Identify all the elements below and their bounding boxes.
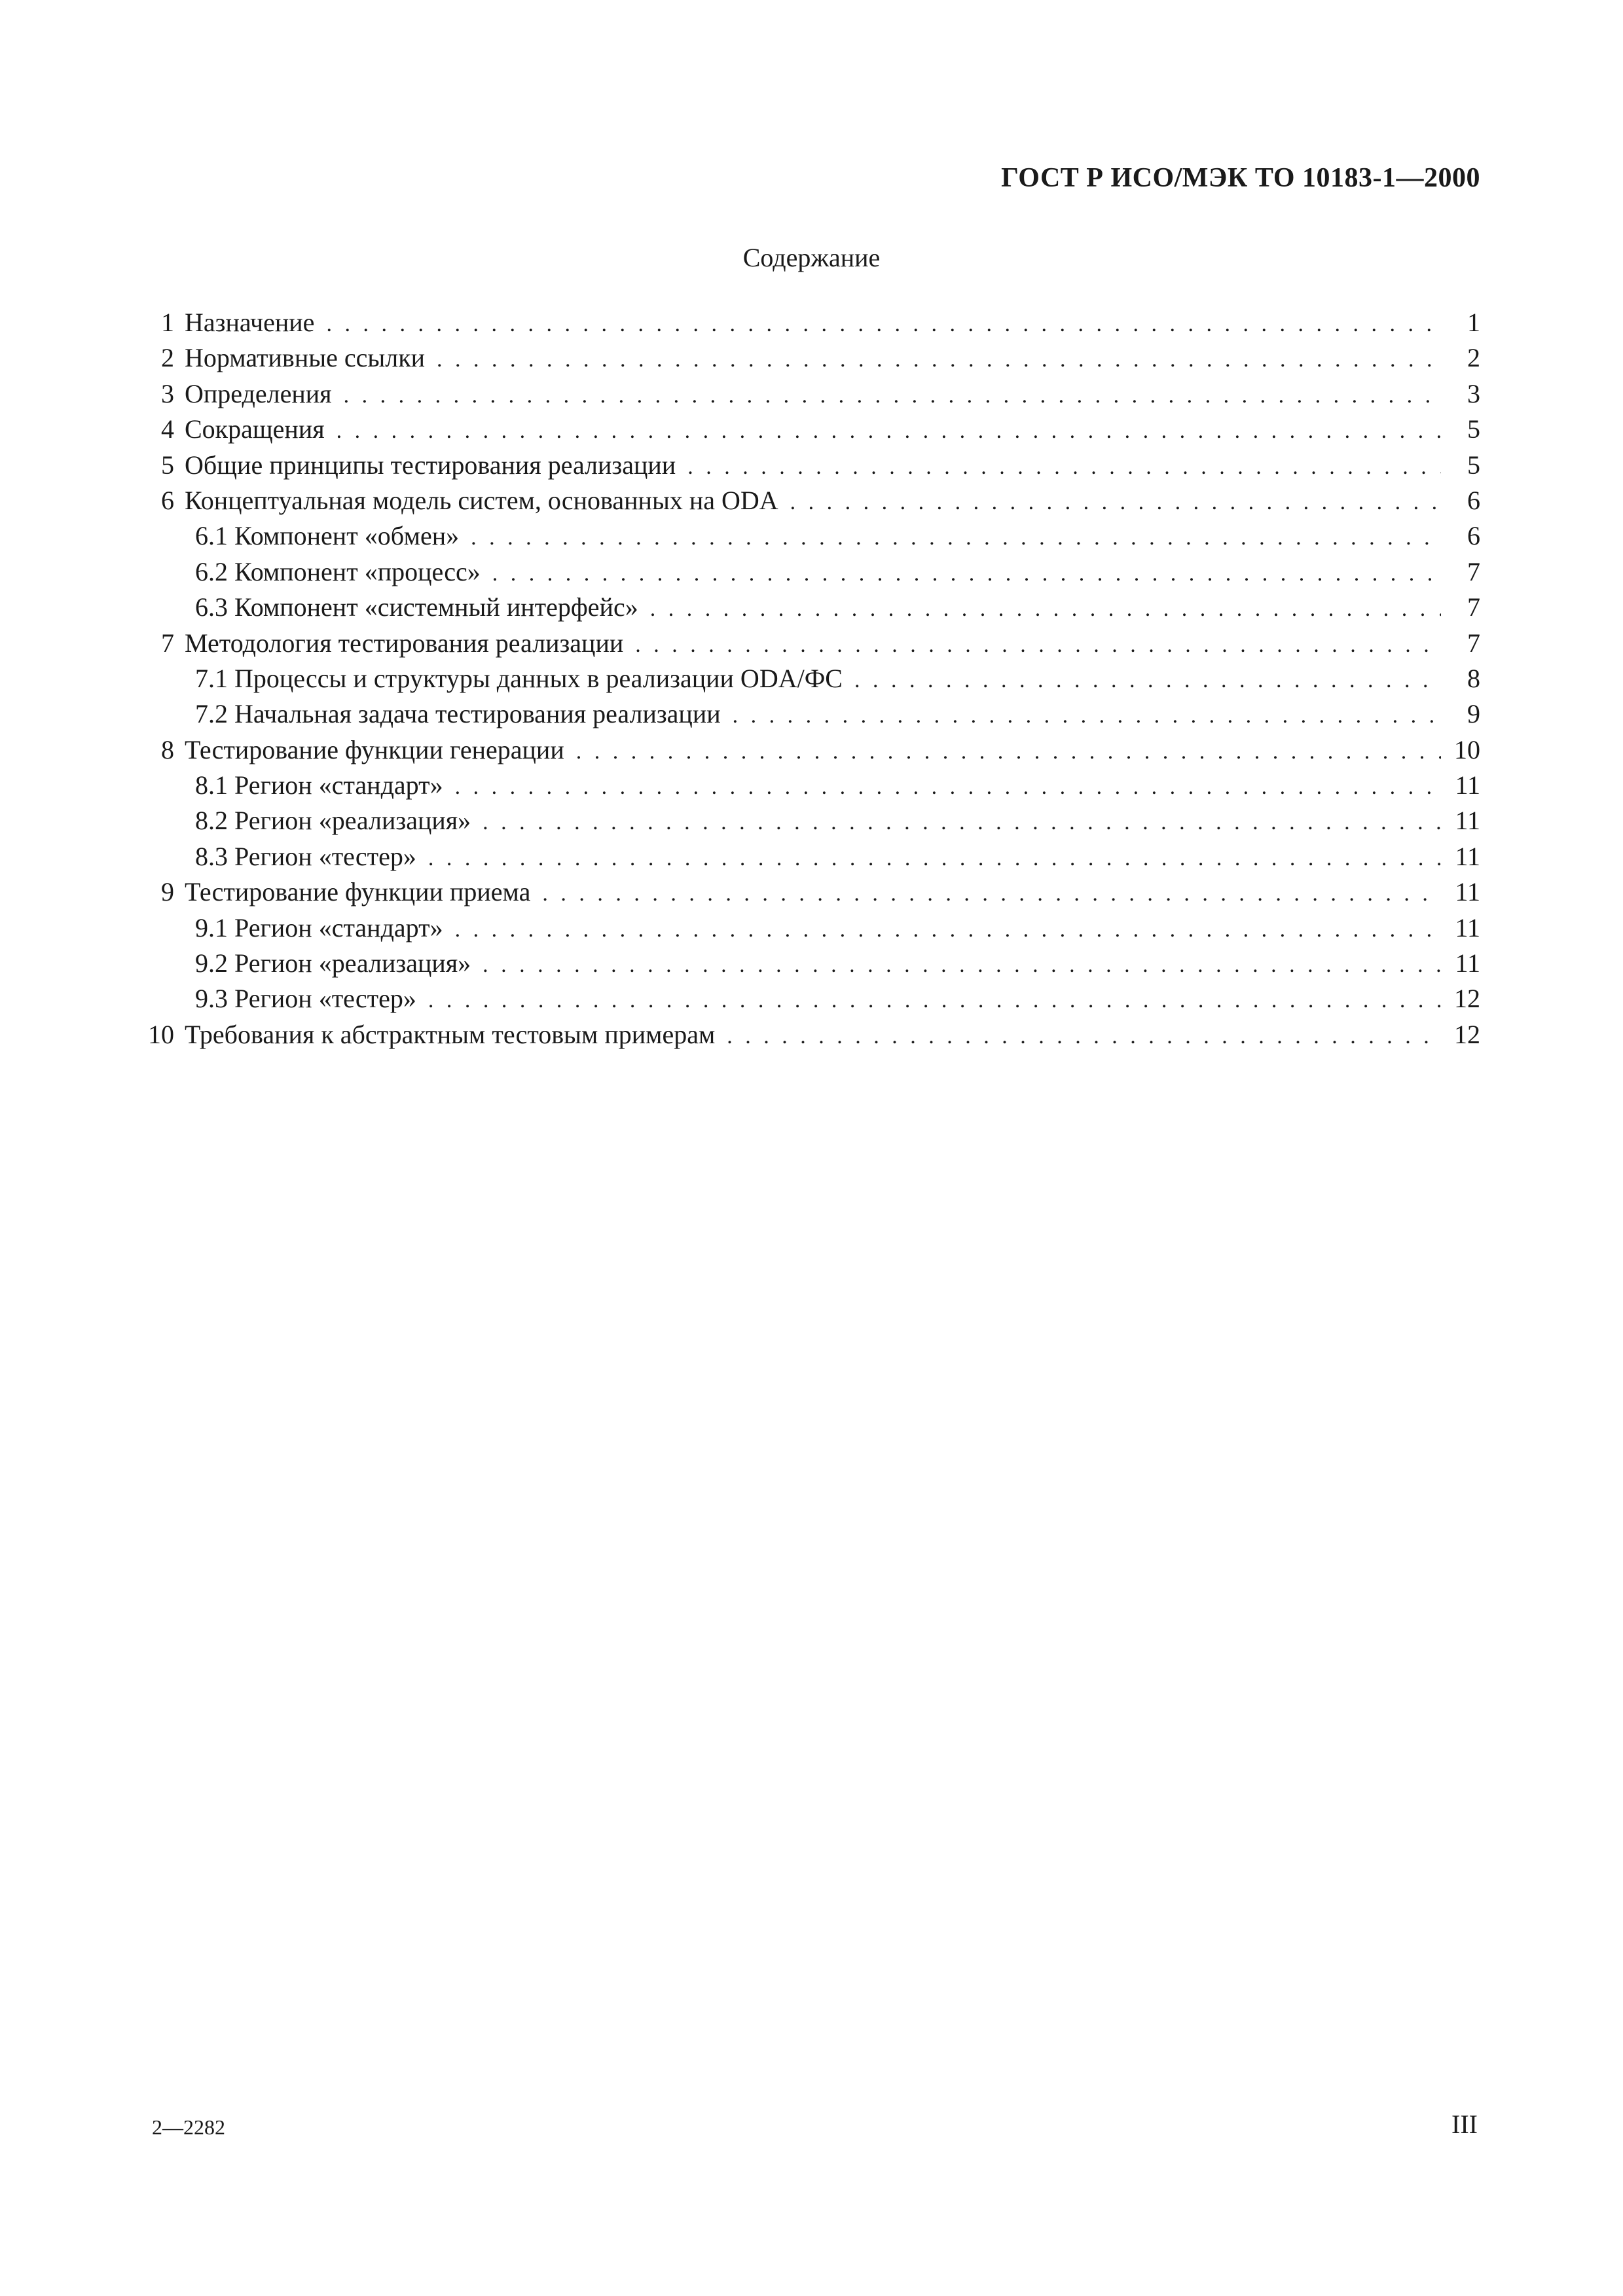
- toc-entry-title: Тестирование функции генерации: [185, 734, 564, 764]
- toc-entry[interactable]: [131, 554, 1480, 590]
- toc-dot-leader: [530, 876, 1441, 912]
- toc-dot-leader: [332, 378, 1441, 414]
- toc-entry-page: 12: [1454, 984, 1480, 1014]
- toc-entry-page: 1: [1467, 308, 1480, 337]
- toc-entry-page: 11: [1455, 877, 1480, 907]
- toc-entry-number: 8: [161, 734, 174, 764]
- toc-entry[interactable]: [131, 696, 1480, 732]
- toc-entry-number: 7: [161, 628, 174, 658]
- toc-entry-number: 2: [161, 343, 174, 373]
- toc-dot-leader: [778, 485, 1441, 520]
- toc-dot-leader: [416, 983, 1441, 1018]
- toc-entry-page: 11: [1455, 770, 1480, 800]
- toc-entry[interactable]: [131, 626, 1480, 661]
- toc-entry-title: Назначение: [185, 308, 315, 337]
- toc-entry-title: 9.1 Регион «стандарт»: [195, 912, 443, 942]
- toc-entry[interactable]: [131, 874, 1480, 910]
- toc-entry-title: 7.1 Процессы и структуры данных в реализации ODA/ФС: [195, 663, 843, 693]
- toc-entry-title: Сокращения: [185, 414, 325, 444]
- toc-entry-title: 6.3 Компонент «системный интерфейс»: [195, 592, 638, 622]
- table-of-contents: [131, 305, 1480, 1052]
- toc-entry[interactable]: [131, 839, 1480, 874]
- toc-dot-leader: [443, 770, 1441, 805]
- toc-entry-number: 4: [161, 414, 174, 444]
- toc-entry-title: Общие принципы тестирования реализации: [185, 450, 676, 480]
- toc-entry[interactable]: [131, 448, 1480, 483]
- toc-dot-leader: [471, 948, 1441, 983]
- document-id-header: ГОСТ Р ИСО/МЭК ТО 10183-1—2000: [1001, 163, 1480, 193]
- toc-dot-leader: [721, 698, 1441, 734]
- toc-entry-title: 8.2 Регион «реализация»: [195, 806, 471, 836]
- toc-entry-page: 11: [1455, 912, 1480, 942]
- toc-entry-title: 8.3 Регион «тестер»: [195, 841, 416, 871]
- toc-dot-leader: [325, 414, 1441, 449]
- toc-entry[interactable]: [131, 803, 1480, 838]
- toc-entry-page: 12: [1454, 1019, 1480, 1049]
- toc-entry-title: Требования к абстрактным тестовым примерам: [185, 1019, 716, 1049]
- toc-entry-title: 8.1 Регион «стандарт»: [195, 770, 443, 800]
- footer-code: 2—2282: [152, 2115, 225, 2139]
- toc-entry-title: Определения: [185, 378, 332, 408]
- toc-entry-title: Нормативные ссылки: [185, 343, 426, 373]
- toc-entry-title: Тестирование функции приема: [185, 877, 531, 907]
- footer-page-number: III: [1451, 2109, 1478, 2139]
- toc-entry[interactable]: [131, 946, 1480, 981]
- toc-entry-number: 9: [161, 877, 174, 907]
- toc-entry[interactable]: [131, 518, 1480, 554]
- toc-entry-number: 6: [161, 485, 174, 515]
- toc-entry[interactable]: [131, 340, 1480, 376]
- toc-entry[interactable]: [131, 732, 1480, 768]
- toc-dot-leader: [564, 734, 1441, 770]
- toc-entry-title: 6.1 Компонент «обмен»: [195, 521, 460, 551]
- toc-dot-leader: [843, 663, 1441, 698]
- toc-entry-title: Методология тестирования реализации: [185, 628, 624, 658]
- toc-entry-page: 7: [1467, 592, 1480, 622]
- toc-entry-page: 3: [1467, 378, 1480, 408]
- toc-dot-leader: [425, 342, 1441, 378]
- toc-dot-leader: [416, 841, 1441, 876]
- toc-entry-page: 11: [1455, 841, 1480, 871]
- toc-dot-leader: [623, 628, 1441, 663]
- toc-entry[interactable]: [131, 483, 1480, 518]
- toc-entry[interactable]: [131, 661, 1480, 696]
- toc-entry-page: 5: [1467, 414, 1480, 444]
- toc-entry-title: 7.2 Начальная задача тестирования реализации: [195, 699, 721, 729]
- toc-entry-number: 10: [148, 1019, 174, 1049]
- toc-dot-leader: [715, 1019, 1441, 1054]
- toc-dot-leader: [676, 450, 1441, 485]
- toc-dot-leader: [459, 520, 1441, 556]
- toc-entry-page: 7: [1467, 628, 1480, 658]
- toc-entry[interactable]: [131, 1017, 1480, 1052]
- toc-entry-page: 6: [1467, 521, 1480, 551]
- toc-dot-leader: [638, 592, 1441, 627]
- toc-entry-page: 5: [1467, 450, 1480, 480]
- toc-entry-number: 5: [161, 450, 174, 480]
- toc-entry-page: 2: [1467, 343, 1480, 373]
- toc-entry-title: 9.2 Регион «реализация»: [195, 948, 471, 978]
- toc-entry-page: 11: [1455, 806, 1480, 836]
- toc-entry[interactable]: [131, 305, 1480, 340]
- toc-title: Содержание: [742, 243, 881, 272]
- toc-entry-page: 8: [1467, 663, 1480, 693]
- toc-entry-number: 1: [161, 308, 174, 337]
- toc-entry-page: 11: [1455, 948, 1480, 978]
- toc-entry[interactable]: [131, 590, 1480, 625]
- toc-entry[interactable]: [131, 376, 1480, 412]
- toc-dot-leader: [481, 556, 1441, 592]
- toc-entry-title: 6.2 Компонент «процесс»: [195, 556, 481, 586]
- toc-dot-leader: [314, 307, 1441, 342]
- toc-entry-title: 9.3 Регион «тестер»: [195, 984, 416, 1014]
- toc-dot-leader: [443, 912, 1441, 948]
- toc-entry-page: 6: [1467, 485, 1480, 515]
- toc-entry[interactable]: [131, 910, 1480, 946]
- toc-entry[interactable]: [131, 412, 1480, 447]
- toc-entry-page: 10: [1454, 734, 1480, 764]
- toc-entry-page: 7: [1467, 556, 1480, 586]
- toc-dot-leader: [471, 805, 1441, 840]
- toc-entry[interactable]: [131, 981, 1480, 1016]
- toc-entry[interactable]: [131, 768, 1480, 803]
- toc-entry-number: 3: [161, 378, 174, 408]
- toc-entry-page: 9: [1467, 699, 1480, 729]
- toc-entry-title: Концептуальная модель систем, основанных на ODA: [185, 485, 778, 515]
